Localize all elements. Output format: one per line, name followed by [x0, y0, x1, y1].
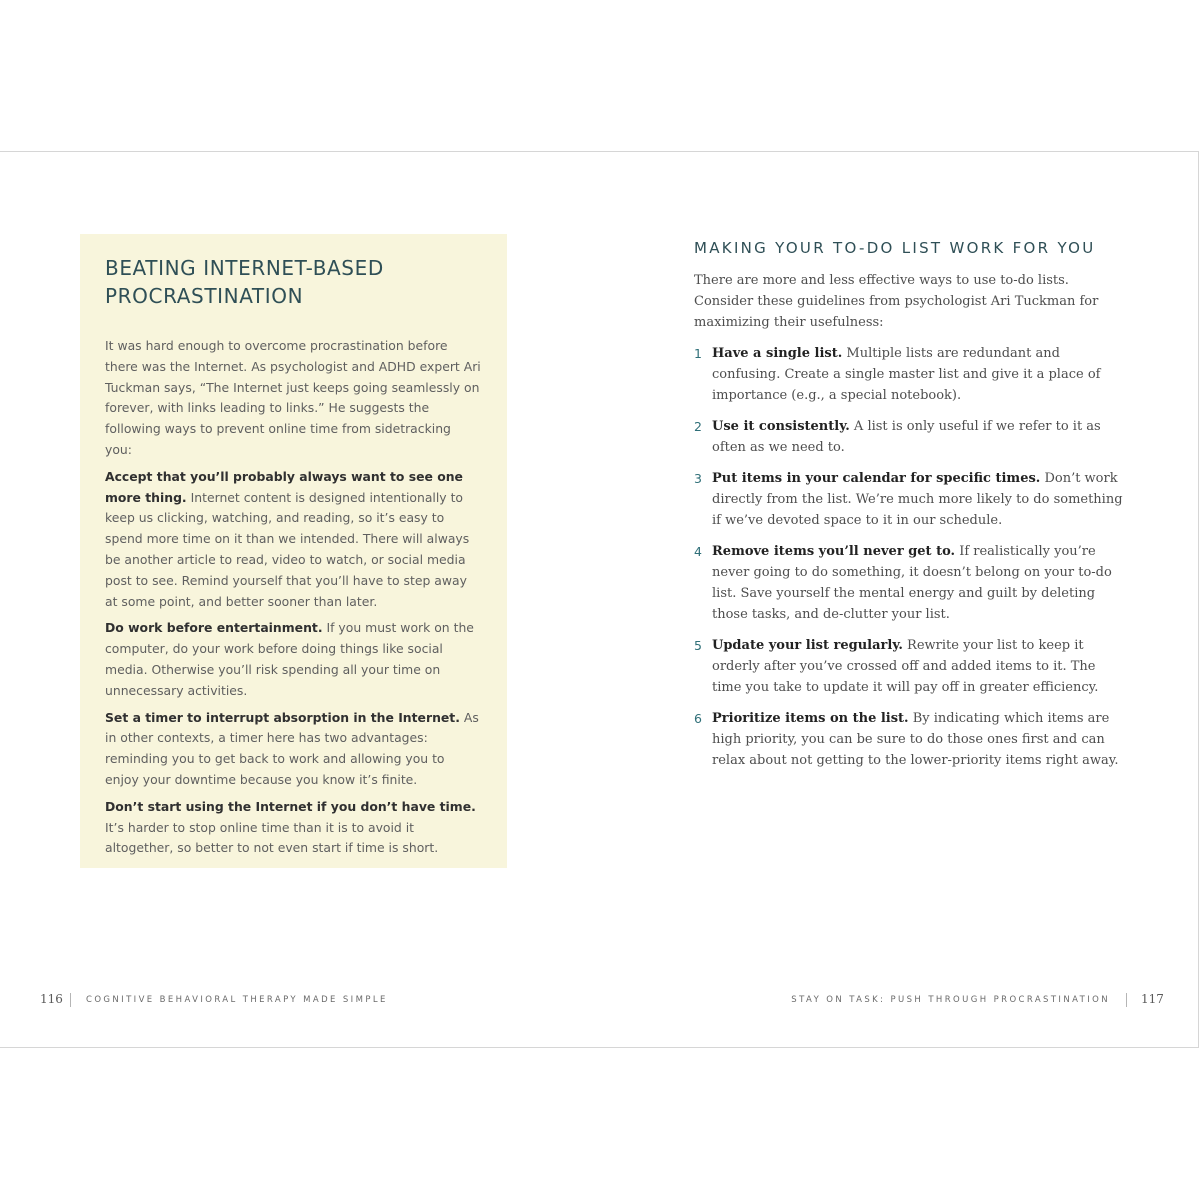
sidebar-item-lead: Do work before entertainment. [105, 620, 323, 636]
list-item [694, 635, 1124, 698]
section-intro: There are more and less effective ways to use to-do lists. Consider these guidelines from psychologist Ari Tuckman for maximizing their usefulness: [694, 273, 1099, 330]
list-item-number: 1 [694, 346, 702, 361]
sidebar-item [105, 618, 481, 701]
sidebar-item-lead: Set a timer to interrupt absorption in the Internet. [105, 709, 460, 725]
running-head-right: STAY ON TASK: PUSH THROUGH PROCRASTINATION [791, 995, 1110, 1005]
page-number-right: 117 [1141, 992, 1164, 1006]
list-item [694, 468, 1124, 531]
sidebar-item-lead: Accept that you’ll probably always want to see one more thing. [105, 468, 463, 505]
sidebar-item-text: It’s harder to stop online time than it is to avoid it altogether, so better to not even start if time is short. [105, 819, 439, 856]
section-heading: MAKING YOUR TO-DO LIST WORK FOR YOU [694, 239, 1096, 257]
tips-list [694, 343, 1124, 781]
list-item-text: If realistically you’re never going to do something, it doesn’t belong on your to-do list. Save yourself the mental energy and guilt by deleting those tasks, and de-clutter your list. [712, 544, 1112, 622]
list-item-lead: Prioritize items on the list. [712, 711, 909, 726]
list-item-lead: Update your list regularly. [712, 638, 903, 653]
list-item-number: 3 [694, 471, 702, 486]
list-item-text: Multiple lists are redundant and confusing. Create a single master list and give it a place of importance (e.g., a special notebook). [712, 346, 1101, 403]
sidebar-title: BEATING INTERNET-BASED PROCRASTINATION [105, 256, 384, 308]
page-number-left: 116 [40, 992, 63, 1006]
sidebar-item-text: As in other contexts, a timer here has two advantages: reminding you to get back to work and allowing you to enjoy your downtime because you know it’s finite. [105, 709, 479, 787]
sidebar-box [80, 234, 507, 868]
list-item-text: Rewrite your list to keep it orderly after you’ve crossed off and added items to it. The time you take to update it will pay off in greater efficiency. [712, 638, 1099, 695]
sidebar-item-lead: Don’t start using the Internet if you don’t have time. [105, 798, 476, 814]
list-item-text: Don’t work directly from the list. We’re much more likely to do something if we’ve devoted space to it in our schedule. [712, 471, 1123, 528]
list-item [694, 708, 1124, 771]
sidebar-intro: It was hard enough to overcome procrastination before there was the Internet. As psychologist and ADHD expert Ari Tuckman says, “The Internet just keeps going seamlessly on forever, with links leading to links.” He suggests the following ways to prevent online time from sidetracking you: [105, 338, 481, 457]
list-item-number: 6 [694, 711, 702, 726]
sidebar-item [105, 708, 481, 791]
running-head-left: COGNITIVE BEHAVIORAL THERAPY MADE SIMPLE [86, 995, 388, 1005]
footer-divider-left [70, 993, 71, 1007]
sidebar-item [105, 797, 481, 859]
list-item-number: 5 [694, 638, 702, 653]
list-item-number: 4 [694, 544, 702, 559]
list-item [694, 343, 1124, 406]
list-item-number: 2 [694, 419, 702, 434]
list-item-lead: Have a single list. [712, 346, 843, 361]
list-item-text: By indicating which items are high priority, you can be sure to do those ones first and can relax about not getting to the lower-priority items right away. [712, 711, 1119, 768]
footer-divider-right [1126, 993, 1127, 1007]
list-item [694, 541, 1124, 625]
list-item-lead: Remove items you’ll never get to. [712, 544, 956, 559]
list-item [694, 416, 1124, 458]
list-item-lead: Use it consistently. [712, 419, 850, 434]
list-item-text: A list is only useful if we refer to it as often as we need to. [712, 419, 1101, 455]
sidebar-item [105, 467, 481, 613]
list-item-lead: Put items in your calendar for specific times. [712, 471, 1041, 486]
sidebar-item-text: If you must work on the computer, do your work before doing things like social media. Otherwise you’ll risk spending all your time on unnecessary activities. [105, 620, 474, 698]
sidebar-item-text: Internet content is designed intentionally to keep us clicking, watching, and reading, so it’s easy to spend more time on it than we intended. There will always be another article to read, video to watch, or social media post to see. Remind yourself that you’ll have to step away at some point, and better sooner than later. [105, 489, 470, 609]
